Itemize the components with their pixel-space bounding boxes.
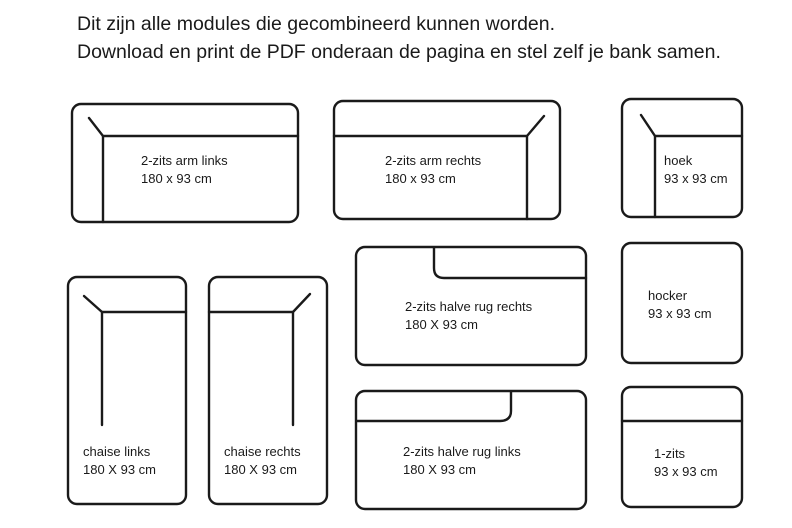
- module-size: 180 X 93 cm: [405, 317, 478, 332]
- module-2zits-halve-rug-rechts-label: [405, 298, 532, 334]
- module-size: 93 x 93 cm: [664, 171, 728, 186]
- module-name: hoek: [664, 153, 693, 168]
- module-size: 180 x 93 cm: [141, 171, 212, 186]
- module-2zits-halve-rug-links-label: [403, 443, 521, 479]
- module-size: 93 x 93 cm: [654, 464, 718, 479]
- module-chaise-rechts-label: [224, 443, 301, 479]
- module-2zits-arm-rechts-label: [385, 152, 481, 188]
- module-hoek-label: [664, 152, 728, 188]
- module-name: 2-zits halve rug rechts: [405, 299, 533, 314]
- module-name: hocker: [648, 288, 688, 303]
- module-name: 2-zits arm links: [141, 153, 228, 168]
- module-1zits-label: [654, 445, 718, 481]
- module-chaise-links-label: [83, 443, 156, 479]
- module-hocker-label: [648, 287, 712, 323]
- module-size: 180 X 93 cm: [403, 462, 476, 477]
- module-name: chaise links: [83, 444, 151, 459]
- module-size: 93 x 93 cm: [648, 306, 712, 321]
- intro-line-2: Download en print de PDF onderaan de pagina en stel zelf je bank samen.: [77, 41, 721, 63]
- module-name: 2-zits halve rug links: [403, 444, 521, 459]
- module-name: chaise rechts: [224, 444, 301, 459]
- module-size: 180 X 93 cm: [224, 462, 297, 477]
- intro-line-1: Dit zijn alle modules die gecombineerd kunnen worden.: [77, 13, 556, 35]
- module-size: 180 X 93 cm: [83, 462, 156, 477]
- module-size: 180 x 93 cm: [385, 171, 456, 186]
- module-name: 1-zits: [654, 446, 686, 461]
- module-name: 2-zits arm rechts: [385, 153, 482, 168]
- module-2zits-arm-links-label: [141, 152, 228, 188]
